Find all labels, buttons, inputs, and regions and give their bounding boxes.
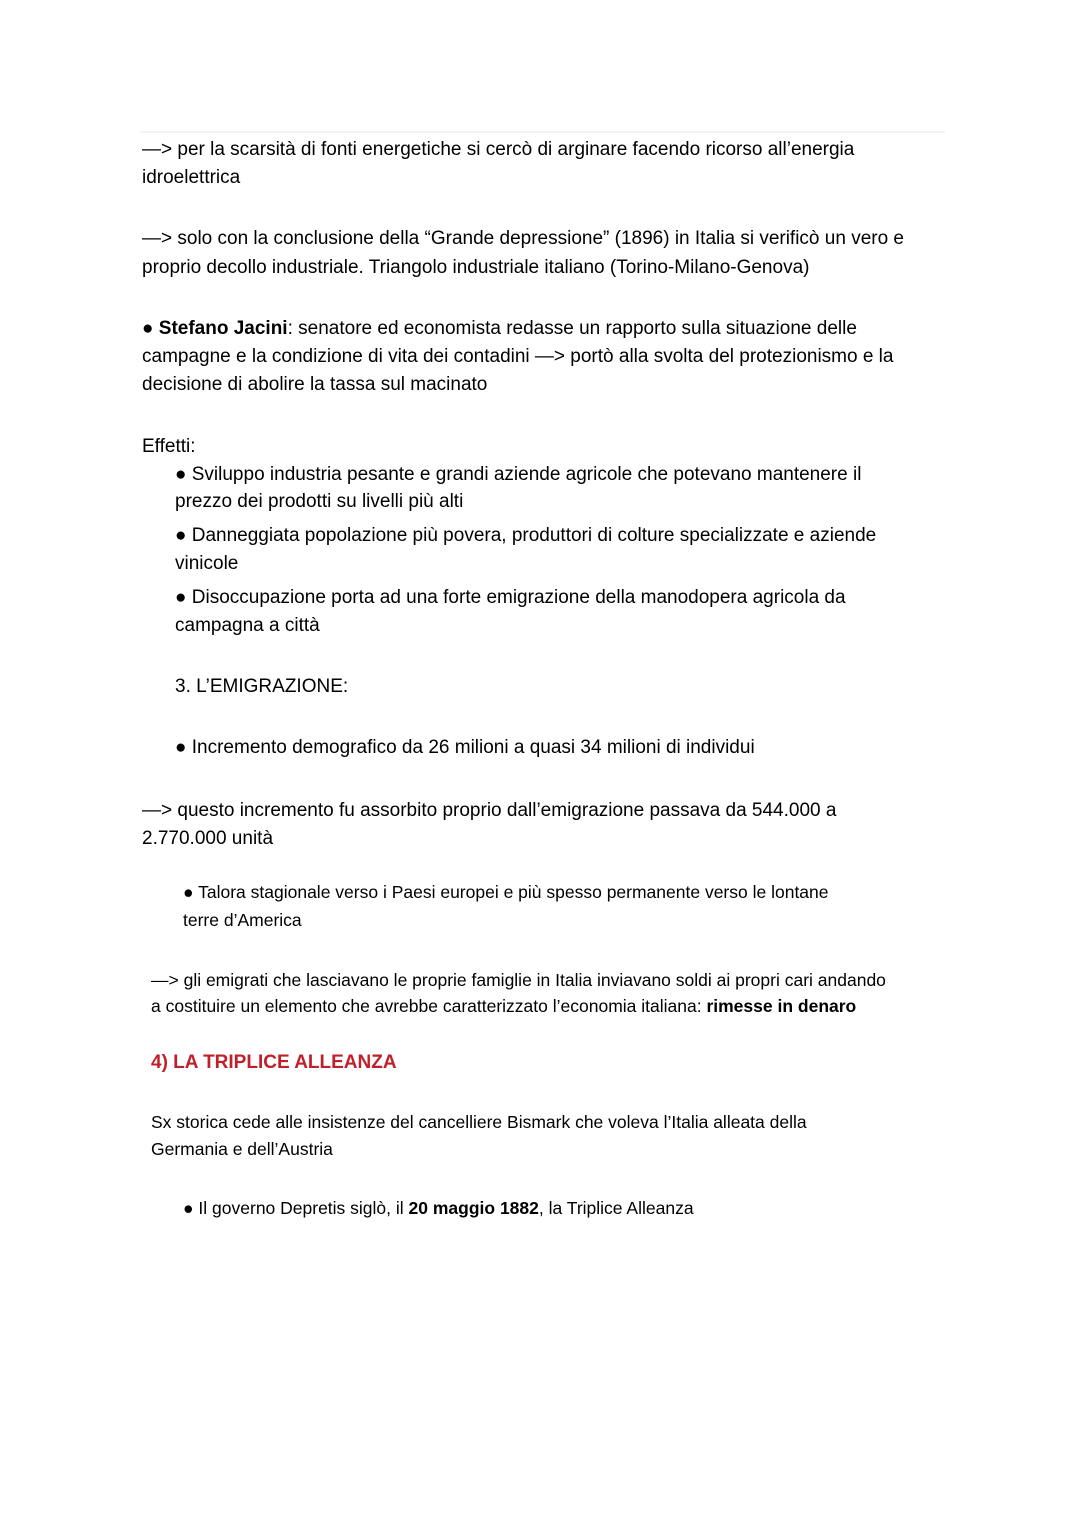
paragraph-emigrazione-line2: 2.770.000 unità <box>142 828 274 849</box>
effetto-1-line1: ● Sviluppo industria pesante e grandi aziende agricole che potevano mantenere il <box>175 464 862 485</box>
paragraph-depression-line1: —> solo con la conclusione della “Grande depressione” (1896) in Italia si verificò un vero e <box>142 228 904 249</box>
depretis-bullet <box>183 1195 694 1222</box>
depretis-pre: ● Il governo Depretis siglò, il <box>183 1198 409 1218</box>
effetto-2-line2: vinicole <box>175 553 239 574</box>
depretis-post: , la Triplice Alleanza <box>538 1198 694 1218</box>
section-4-title: 4) LA TRIPLICE ALLEANZA <box>151 1052 397 1073</box>
bullet: ● <box>142 318 154 339</box>
paragraph-bismark-line1: Sx storica cede alle insistenze del cancelliere Bismark che voleva l’Italia alleata della <box>151 1112 807 1132</box>
paragraph-bismark-line2: Germania e dell’Austria <box>151 1139 333 1159</box>
top-divider <box>140 131 945 133</box>
paragraph-jacini-line3: decisione di abolire la tassa sul macinato <box>142 374 488 395</box>
jacini-text: : senatore ed economista redasse un rapporto sulla situazione delle <box>287 318 857 339</box>
talora-bullet-line2: terre d’America <box>183 910 302 930</box>
paragraph-jacini-line1 <box>142 315 857 343</box>
effetto-3-line2: campagna a città <box>175 615 320 636</box>
effetti-label: Effetti: <box>142 436 196 457</box>
effetto-2-line1: ● Danneggiata popolazione più povera, produttori di colture specializzate e aziende <box>175 525 877 546</box>
paragraph-emigrazione-line1: —> questo incremento fu assorbito proprio dall’emigrazione passava da 544.000 a <box>142 800 837 821</box>
talora-bullet-line1: ● Talora stagionale verso i Paesi europei e più spesso permanente verso le lontane <box>183 882 829 902</box>
paragraph-depression-line2: proprio decollo industriale. Triangolo industriale italiano (Torino-Milano-Genova) <box>142 257 810 278</box>
rimesse-bold: rimesse in denaro <box>706 996 857 1016</box>
paragraph-rimesse-line2 <box>151 993 856 1020</box>
jacini-name: Stefano Jacini <box>158 318 288 339</box>
depretis-date: 20 maggio 1882 <box>408 1198 539 1218</box>
paragraph-energy-line2: idroelettrica <box>142 167 241 188</box>
rimesse-text: a costituire un elemento che avrebbe caratterizzato l’economia italiana: <box>151 996 707 1016</box>
paragraph-energy-line1: —> per la scarsità di fonti energetiche si cercò di arginare facendo ricorso all’energia <box>142 139 855 160</box>
effetto-1-line2: prezzo dei prodotti su livelli più alti <box>175 491 464 512</box>
paragraph-jacini-line2: campagne e la condizione di vita dei contadini —> portò alla svolta del protezionismo e la <box>142 346 894 367</box>
paragraph-rimesse-line1: —> gli emigrati che lasciavano le proprie famiglie in Italia inviavano soldi ai propri cari andando <box>151 970 886 990</box>
section-3-title: 3. L’EMIGRAZIONE: <box>175 676 349 697</box>
incremento-bullet: ● Incremento demografico da 26 milioni a quasi 34 milioni di individui <box>175 737 755 758</box>
effetto-3-line1: ● Disoccupazione porta ad una forte emigrazione della manodopera agricola da <box>175 587 846 608</box>
